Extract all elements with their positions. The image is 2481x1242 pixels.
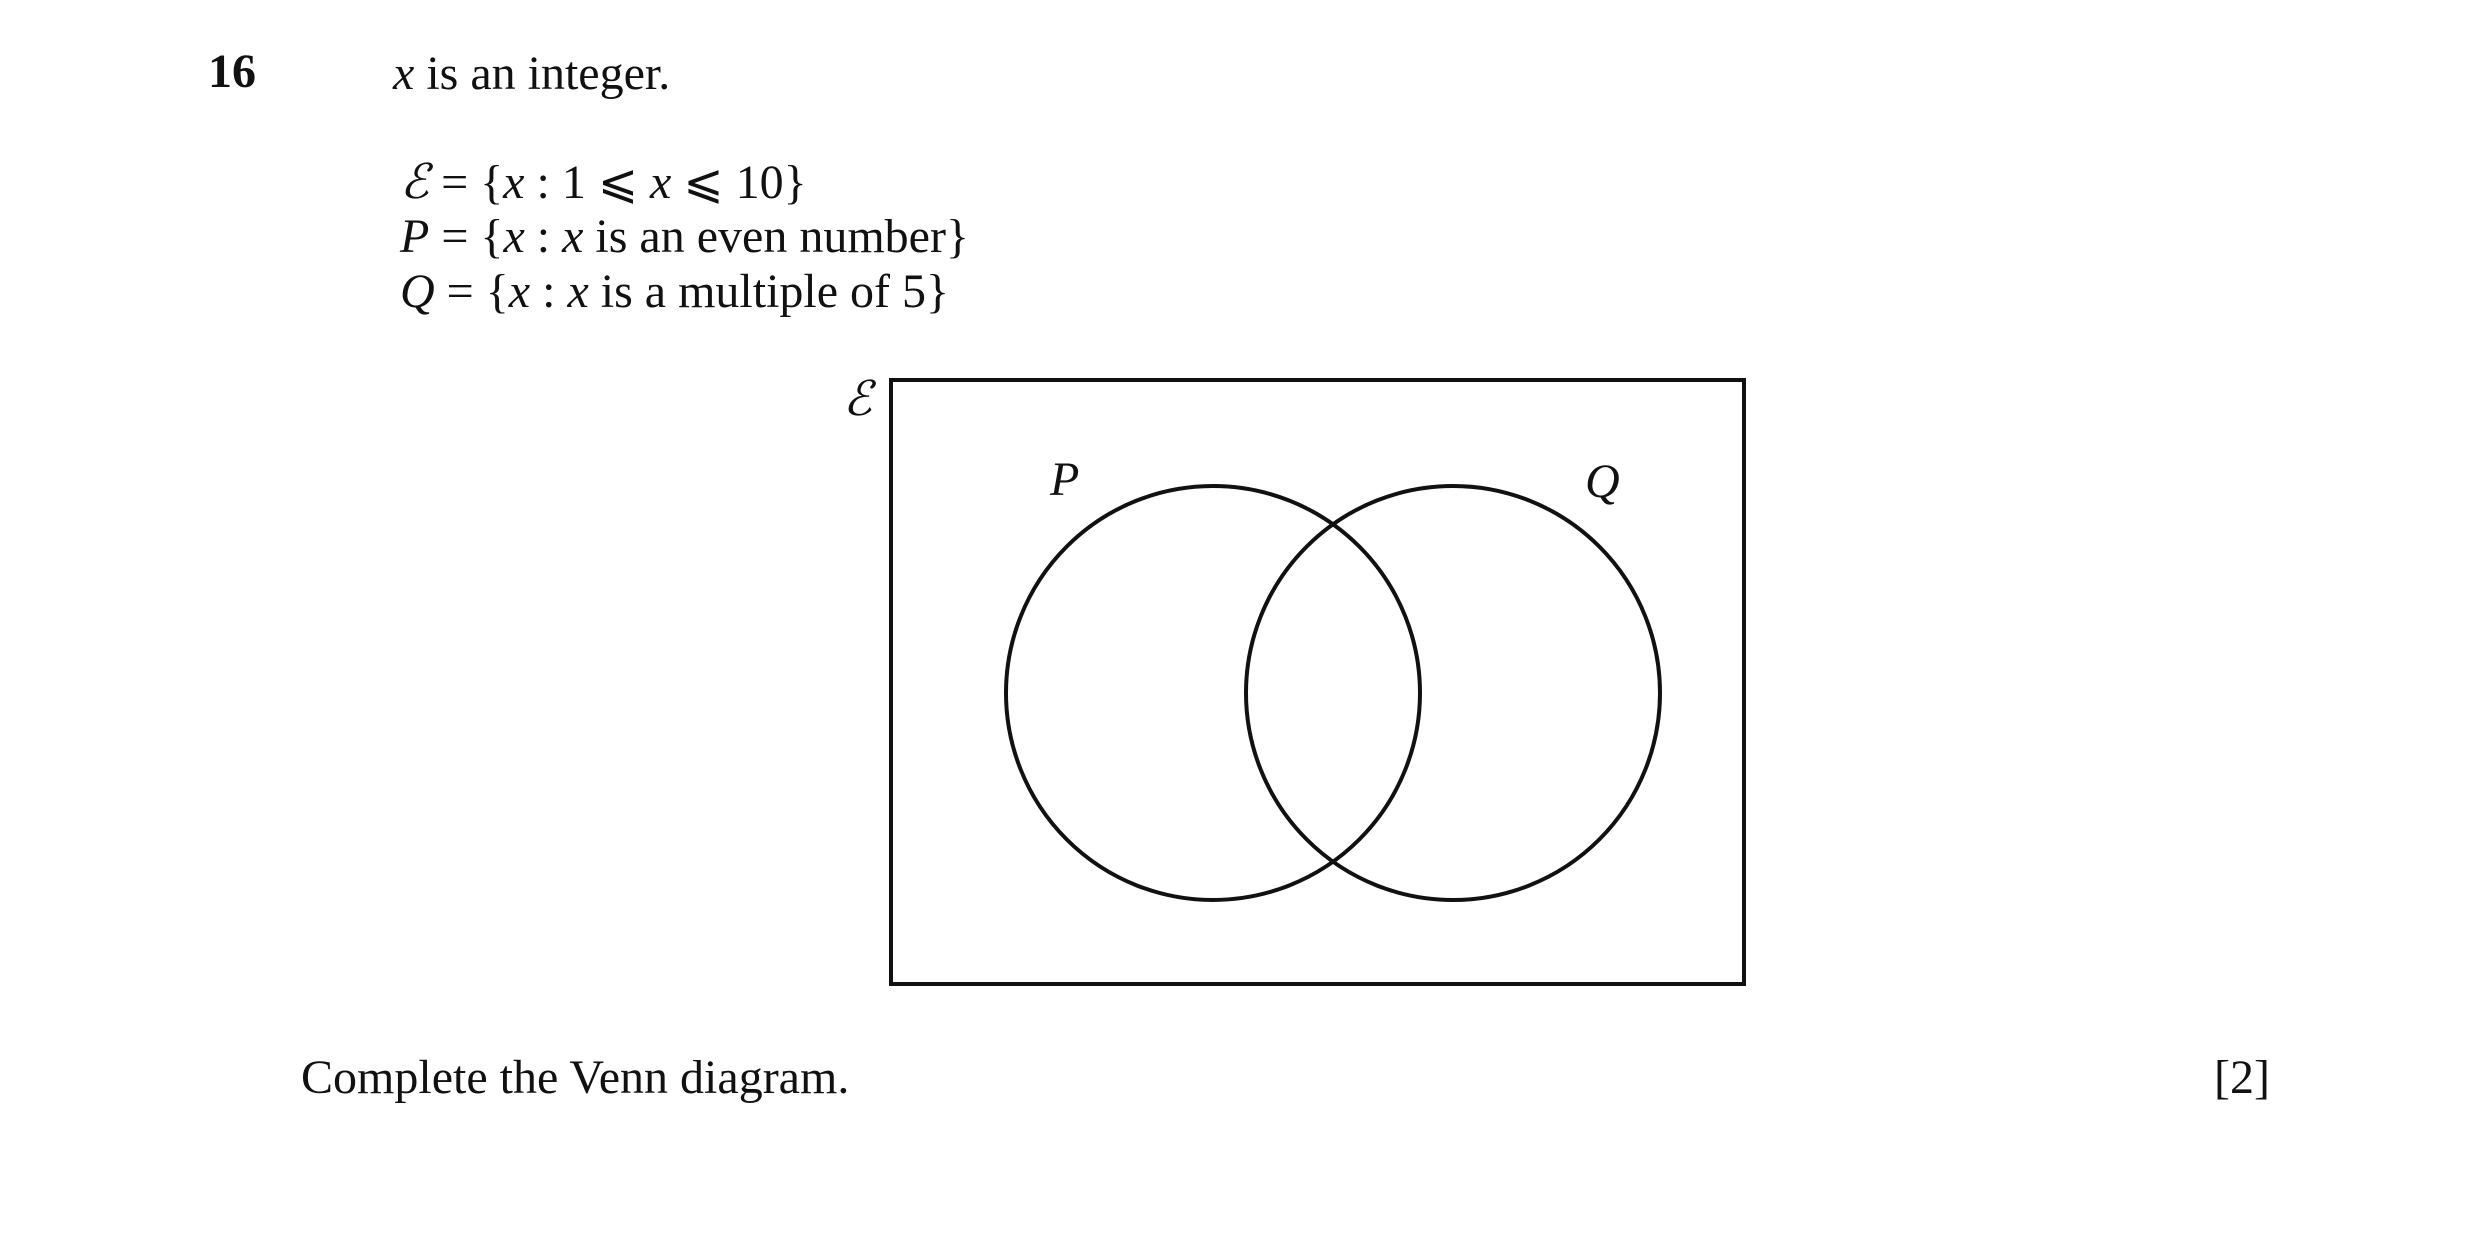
circle-p-label: P bbox=[1050, 453, 1080, 506]
set-p-equals: = { bbox=[429, 210, 504, 263]
intro-text: is an integer. bbox=[426, 47, 671, 100]
universal-set-symbol: ℰ bbox=[400, 154, 430, 210]
set-q-var: x bbox=[508, 265, 531, 318]
set-q-equals: = { bbox=[434, 265, 509, 318]
intro-variable: x bbox=[393, 47, 415, 100]
set-p-rest: is an even number} bbox=[583, 210, 969, 263]
circle-p bbox=[1006, 486, 1420, 900]
set-p-var2: x bbox=[562, 210, 584, 263]
set-q-var2: x bbox=[567, 265, 589, 318]
universal-set-colon: : 1 ⩽ bbox=[524, 156, 651, 209]
set-q-symbol: Q bbox=[400, 265, 435, 318]
universal-set-var2: x bbox=[650, 156, 672, 209]
universal-set-rest: ⩽ 10} bbox=[671, 156, 807, 209]
set-p-var: x bbox=[503, 210, 525, 263]
instruction-text: Complete the Venn diagram. bbox=[301, 1051, 850, 1104]
circle-q-label: Q bbox=[1585, 455, 1620, 508]
question-number: 16 bbox=[208, 45, 256, 98]
universal-set-label: ℰ bbox=[843, 373, 873, 426]
set-p-symbol: P bbox=[400, 210, 430, 263]
set-q-colon: : bbox=[530, 265, 568, 318]
universal-set-var: x bbox=[503, 156, 525, 209]
set-p-colon: : bbox=[524, 210, 563, 263]
set-q-rest: is a multiple of 5} bbox=[588, 265, 950, 318]
marks-label: [2] bbox=[2214, 1051, 2270, 1104]
circle-q bbox=[1246, 486, 1660, 900]
universal-set-equals: = { bbox=[429, 156, 504, 209]
